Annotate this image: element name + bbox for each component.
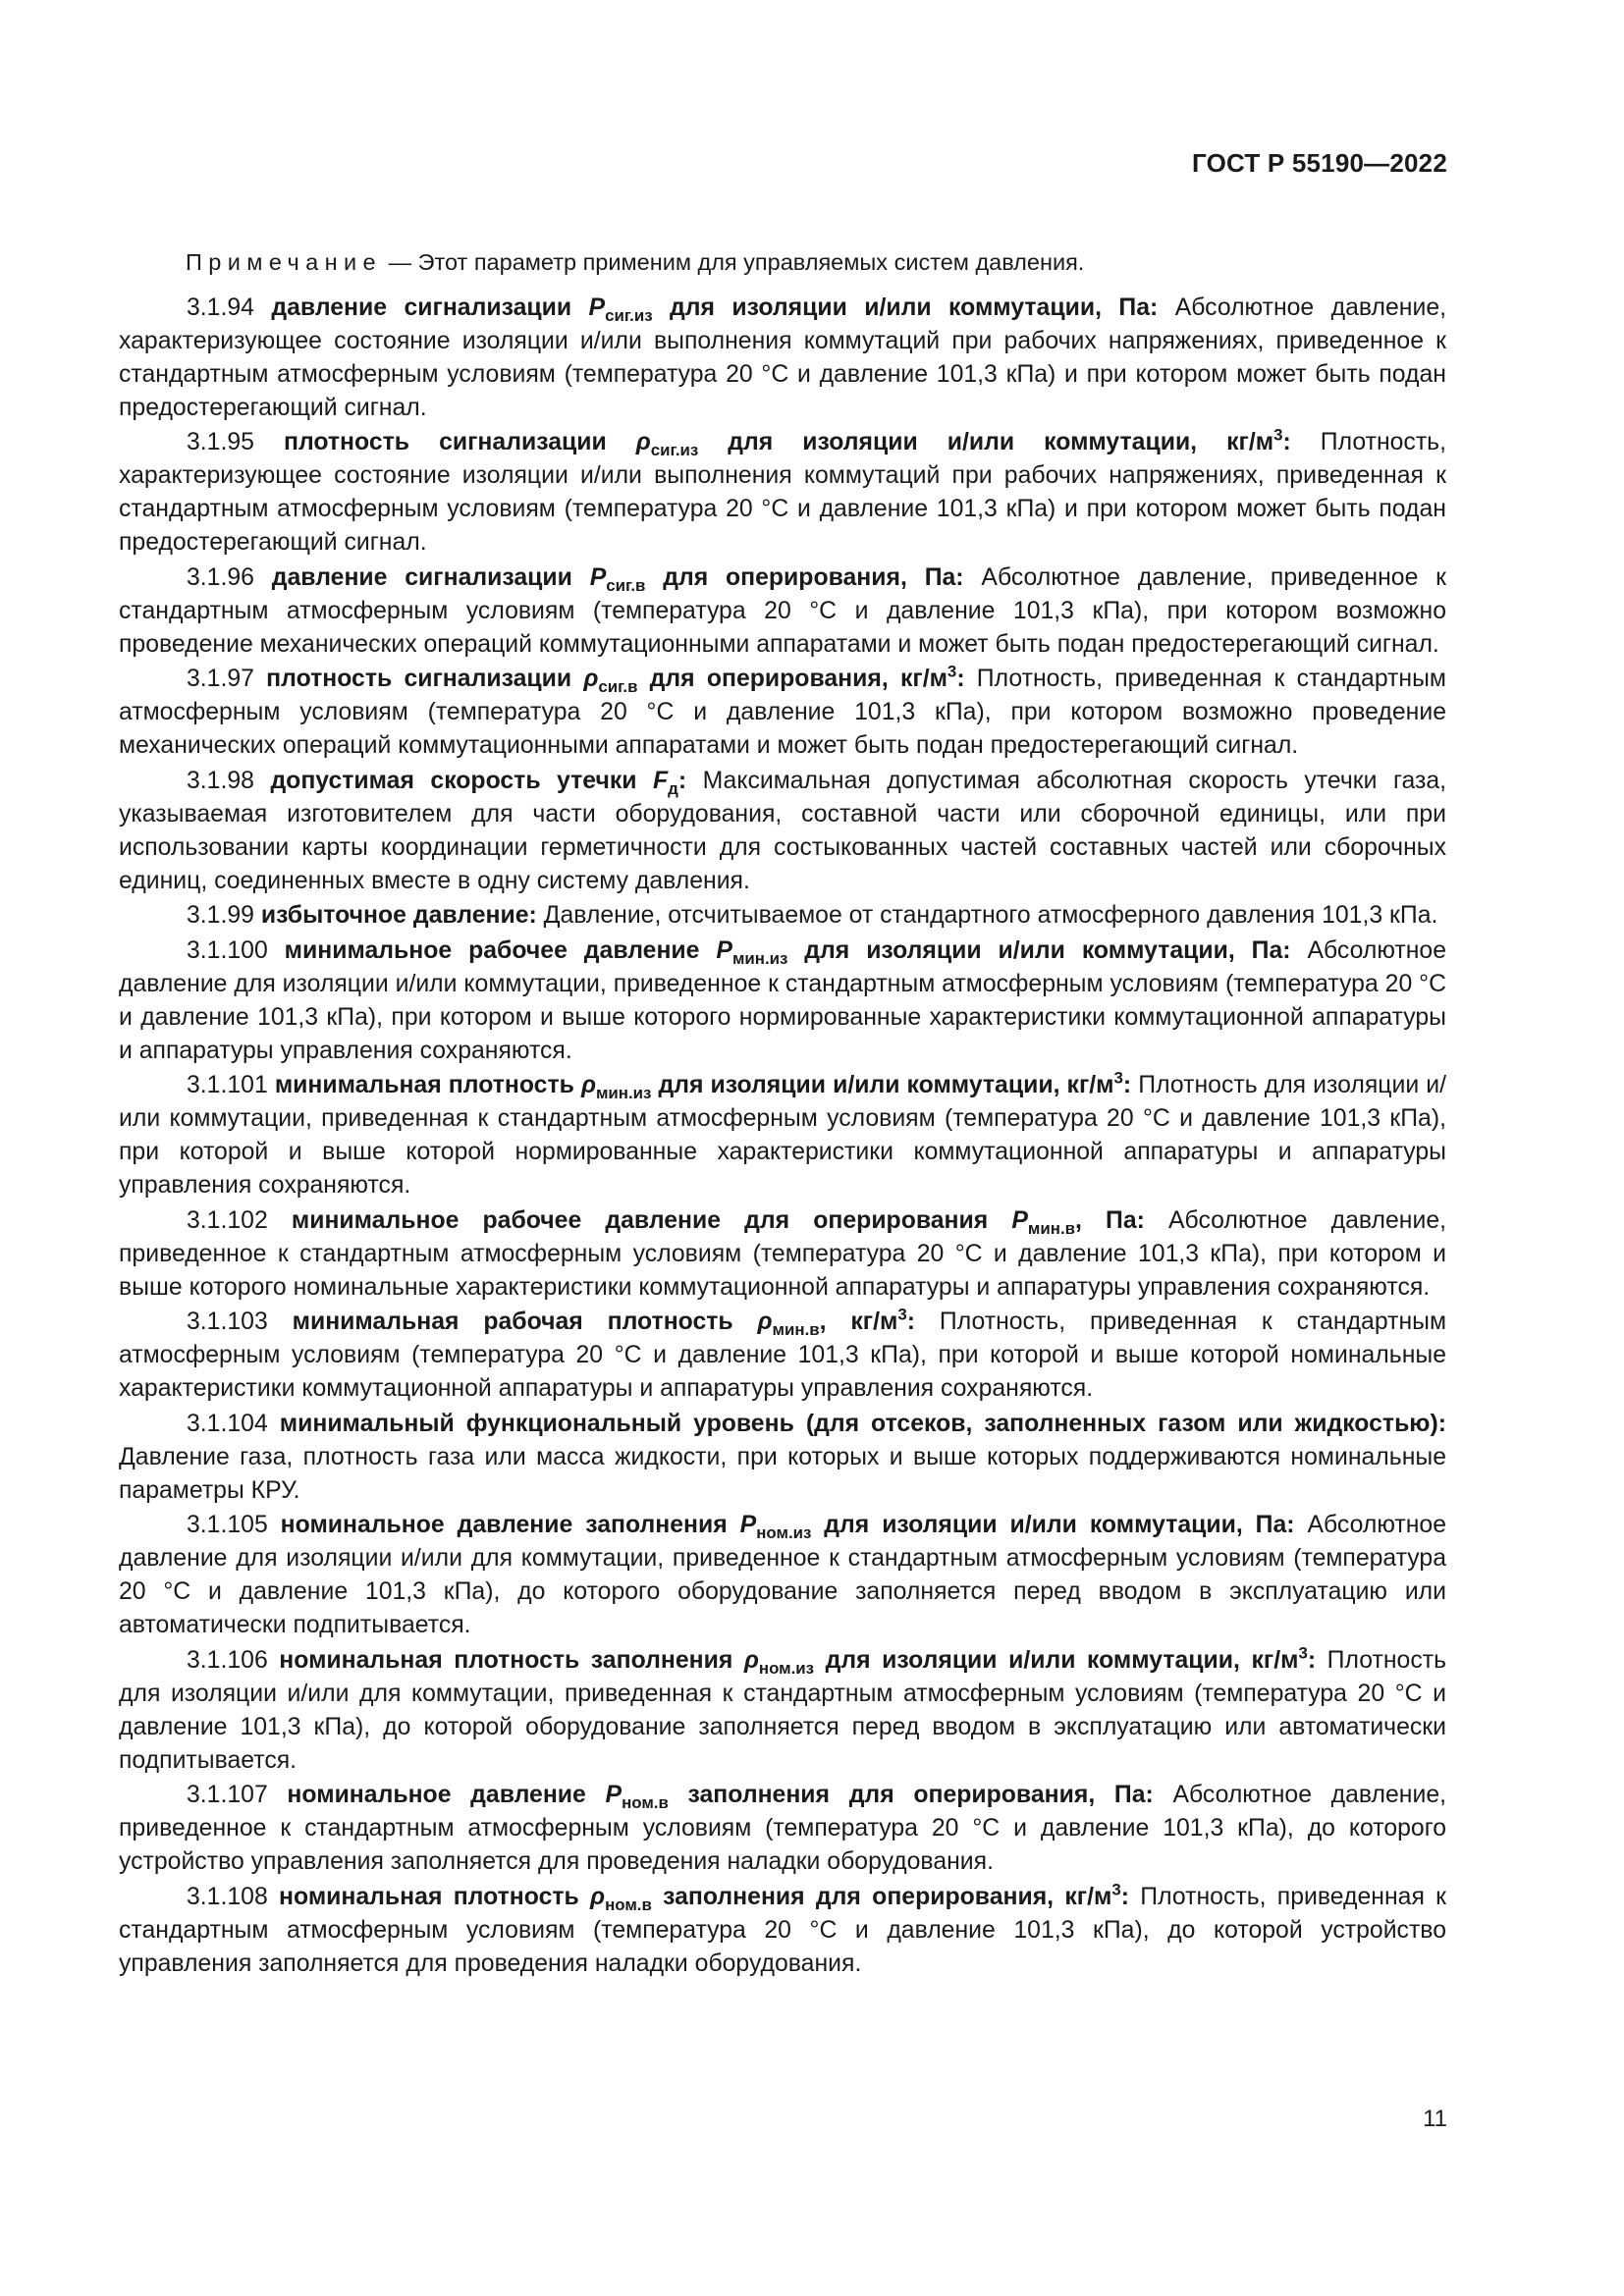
symbol-letter: ρ [590, 1883, 606, 1910]
term-title [274, 1068, 1132, 1102]
term-text: минимальное рабочее давление [284, 936, 717, 964]
term-symbol [589, 563, 646, 595]
term-symbol [1011, 1206, 1075, 1238]
term-title [279, 1880, 1129, 1914]
term-title [271, 563, 964, 595]
term-text: для изоляции и/или коммутации, кг/м [651, 1072, 1114, 1098]
term-symbol [757, 1308, 820, 1339]
term-3-1-96 [119, 561, 1446, 662]
term-title [271, 294, 1159, 325]
term-symbol [652, 767, 678, 798]
term-symbol [580, 1072, 652, 1102]
term-symbol [605, 1782, 669, 1812]
term-number: 3.1.103 [187, 1308, 268, 1335]
term-definition: Плотность, приведенная к стандартным атмосферным условиям (температура 20 °С и давление 101,3 кПа), до которой устройство управления заполняется для проведения наладки оборудования. [119, 1883, 1447, 1977]
unit-superscript: 3 [947, 662, 957, 681]
term-definition: Давление газа, плотность газа или масса жидкости, при которых и выше которых поддерживаются номинальные параметры КРУ. [119, 1443, 1446, 1504]
term-symbol [583, 666, 638, 696]
term-text: : [1120, 1883, 1129, 1910]
term-3-1-102 [119, 1204, 1446, 1305]
term-definition: Абсолютное давление для изоляции и/или для коммутации, приведенное к стандартным атмосферным условиям (температура 20 °С и давление 101,3 кПа), до которого оборудование заполняется перед вводом в эксплуатацию или автоматически подпитывается. [119, 1512, 1447, 1638]
term-definition: Абсолютное давление, приведенное к стандартным атмосферным условиям (температура 20 °С и давление 101,3 кПа), до которого устройство управления заполняется для проведения наладки оборудования. [119, 1782, 1447, 1875]
term-definition: Плотность, приведенная к стандартным атмосферным условиям (температура 20 °С и давление 101,3 кПа), при которой и выше которой номинальные характеристики коммутационной аппаратуры и аппаратуры управления сохраняются. [119, 1308, 1447, 1402]
term-definition: Плотность, приведенная к стандартным атмосферным условиям (температура 20 °С и давление 101,3 кПа), при котором возможно проведение механических операций коммутационными аппаратами и может быть подан предостерегающий сигнал. [119, 666, 1446, 759]
term-title [280, 1512, 1295, 1542]
term-text: минимальное рабочее давление для оперирования [291, 1206, 1012, 1234]
term-text: заполнения для оперирования, Па: [668, 1782, 1154, 1808]
term-text: номинальная плотность заполнения [279, 1646, 744, 1674]
term-number: 3.1.101 [187, 1072, 268, 1098]
symbol-letter: P [589, 563, 607, 591]
term-number: 3.1.106 [187, 1646, 268, 1674]
term-definition: Плотность, характеризующее состояние изоляции и/или выполнения коммутаций при рабочих напряжениях, приведенная к стандартным атмосферным условиям (температура 20 °С и давление 101,3 кПа) и при котором может быть подан предостерегающий сигнал. [119, 429, 1446, 556]
term-3-1-95 [119, 426, 1446, 560]
symbol-subscript: сиг.в [598, 676, 638, 696]
unit-superscript: 3 [1111, 1880, 1121, 1899]
term-title [284, 936, 1291, 968]
term-text: для изоляции и/или коммутации, Па: [811, 1512, 1295, 1538]
term-text: : [906, 1308, 916, 1335]
symbol-subscript: сиг.из [605, 305, 653, 325]
term-3-1-100 [119, 934, 1446, 1068]
term-number: 3.1.108 [187, 1883, 268, 1910]
symbol-subscript: ном.в [622, 1792, 669, 1812]
symbol-letter: P [588, 294, 606, 321]
note-paragraph [119, 245, 1446, 279]
term-definition: Плотность для изоляции и/или коммутации, приведенная к стандартным атмосферным условиям (температура 20 °С и давление 101,3 кПа), при которой и выше которой нормированные характеристики коммутационной аппаратуры и аппаратуры управления сохраняются. [119, 1072, 1447, 1199]
term-definition: Абсолютное давление, приведенное к стандартным атмосферным условиям (температура 20 °С и давление 101,3 кПа), при котором и выше которого номинальные характеристики коммутационной аппаратуры и аппаратуры управления сохраняются. [119, 1206, 1447, 1301]
term-title [266, 662, 965, 696]
term-3-1-105 [119, 1509, 1446, 1642]
symbol-letter: F [652, 767, 669, 794]
document-body [119, 222, 1446, 1982]
unit-superscript: 3 [1298, 1643, 1308, 1663]
symbol-letter: P [1011, 1206, 1028, 1234]
term-text: для изоляции и/или коммутации, кг/м [814, 1646, 1299, 1674]
symbol-subscript: ном.в [605, 1895, 652, 1914]
symbol-subscript: мин.в [772, 1319, 820, 1339]
term-title [270, 767, 687, 798]
term-3-1-106 [119, 1644, 1446, 1778]
term-symbol [588, 294, 653, 325]
term-title [279, 1643, 1317, 1678]
term-number: 3.1.107 [187, 1782, 268, 1808]
term-3-1-101 [119, 1069, 1446, 1202]
term-text: : [1122, 1072, 1132, 1098]
term-definition: Абсолютное давление, приведенное к стандартным атмосферным условиям (температура 20 °С и давление 101,3 кПа), при котором возможно проведение механических операций коммутационными аппаратами и может быть подан предостерегающий сигнал. [119, 563, 1447, 658]
term-title [287, 1782, 1154, 1812]
term-symbol [590, 1883, 652, 1914]
term-symbol [739, 1512, 812, 1542]
unit-superscript: 3 [897, 1305, 907, 1324]
term-number: 3.1.102 [187, 1206, 268, 1234]
term-title: избыточное давление: [260, 902, 537, 929]
term-definition: Давление, отсчитываемое от стандартного атмосферного давления 101,3 кПа. [543, 902, 1438, 929]
note-text: — Этот параметр применим для управляемых систем давления. [388, 248, 1085, 275]
term-text: давление сигнализации [271, 563, 590, 591]
term-text: номинальная плотность [279, 1883, 591, 1910]
symbol-letter: ρ [743, 1646, 759, 1674]
term-number: 3.1.98 [187, 767, 254, 794]
term-definition: Плотность для изоляции и/или для коммутации, приведенная к стандартным атмосферным условиям (температура 20 °С и давление 101,3 кПа), до которой оборудование заполняется перед вводом в эксплуатацию или автоматически подпитывается. [119, 1646, 1446, 1774]
term-text: плотность сигнализации [266, 666, 584, 692]
term-number: 3.1.94 [187, 294, 254, 321]
term-text: для оперирования, Па: [645, 563, 964, 591]
term-text: , Па: [1075, 1206, 1145, 1234]
term-text: заполнения для оперирования, кг/м [651, 1883, 1112, 1910]
term-number: 3.1.96 [187, 563, 254, 591]
term-title [291, 1206, 1145, 1238]
term-title [292, 1305, 916, 1339]
symbol-subscript: д [668, 778, 678, 798]
term-symbol [635, 429, 699, 459]
note-label: Примечание [186, 248, 383, 275]
term-3-1-99 [119, 899, 1446, 933]
term-title [283, 425, 1291, 459]
term-3-1-97 [119, 663, 1446, 763]
term-text: , кг/м [819, 1308, 898, 1335]
term-text: : [1282, 429, 1291, 455]
term-number: 3.1.97 [187, 666, 254, 692]
term-definition: Абсолютное давление для изоляции и/или коммутации, приведенное к стандартным атмосферным условиям (температура 20 °С и давление 101,3 кПа), при котором и выше которого нормированные характеристики коммутационной аппаратуры и аппаратуры управления сохраняются. [119, 936, 1447, 1064]
term-3-1-103 [119, 1306, 1446, 1406]
term-3-1-108 [119, 1881, 1446, 1981]
term-text: номинальное давление [287, 1782, 606, 1808]
symbol-letter: P [716, 936, 732, 964]
symbol-letter: ρ [635, 429, 651, 455]
term-3-1-94 [119, 292, 1446, 425]
term-text: для изоляции и/или коммутации, Па: [652, 294, 1159, 321]
term-text: минимальная рабочая плотность [292, 1308, 758, 1335]
symbol-letter: P [739, 1512, 757, 1538]
term-number: 3.1.100 [187, 936, 268, 964]
term-text: : [956, 666, 965, 692]
term-symbol [716, 936, 788, 968]
term-symbol [743, 1646, 815, 1678]
term-3-1-107 [119, 1779, 1446, 1879]
symbol-subscript: мин.из [731, 948, 788, 968]
term-3-1-104 [119, 1408, 1446, 1508]
term-definition: Абсолютное давление, характеризующее состояние изоляции и/или выполнения коммутаций при рабочих напряжениях, приведенное к стандартным атмосферным условиям (температура 20 °С и давление 101,3 кПа) и при котором может быть подан предостерегающий сигнал. [119, 294, 1446, 421]
term-number: 3.1.104 [187, 1410, 268, 1437]
term-number: 3.1.105 [187, 1512, 268, 1538]
symbol-letter: P [605, 1782, 623, 1808]
term-text: для оперирования, кг/м [637, 666, 947, 692]
term-number: 3.1.99 [187, 902, 254, 929]
term-text: для изоляции и/или коммутации, кг/м [698, 429, 1274, 455]
term-text: допустимая скорость утечки [270, 767, 653, 794]
symbol-subscript: ном.из [758, 1658, 815, 1678]
symbol-subscript: сиг.из [650, 440, 699, 459]
term-text: номинальное давление заполнения [280, 1512, 740, 1538]
unit-superscript: 3 [1113, 1068, 1123, 1088]
term-text: минимальная плотность [274, 1072, 581, 1098]
term-title: минимальный функциональный уровень (для отсеков, заполненных газом или жидкостью): [279, 1410, 1447, 1437]
term-number: 3.1.95 [187, 429, 254, 455]
symbol-letter: ρ [583, 666, 599, 692]
symbol-subscript: ном.из [756, 1522, 812, 1542]
page-number: 11 [1423, 2106, 1447, 2132]
term-text: : [677, 767, 687, 794]
term-definition: Максимальная допустимая абсолютная скорость утечки газа, указываемая изготовителем для части оборудования, составной части или сборочной единицы, или при использовании карты координации герметичности для состыкованных частей составных частей или сборочных единиц, соединенных вместе в одну систему давления. [119, 767, 1447, 894]
symbol-letter: ρ [580, 1072, 596, 1098]
term-text: плотность сигнализации [283, 429, 636, 455]
symbol-subscript: мин.из [595, 1083, 652, 1102]
term-3-1-98 [119, 765, 1446, 898]
term-text: : [1307, 1646, 1317, 1674]
symbol-subscript: сиг.в [606, 575, 646, 595]
unit-superscript: 3 [1273, 425, 1283, 445]
term-text: для изоляции и/или коммутации, Па: [787, 936, 1291, 964]
symbol-subscript: мин.в [1027, 1218, 1075, 1238]
term-text: давление сигнализации [271, 294, 589, 321]
symbol-letter: ρ [757, 1308, 773, 1335]
document-header: ГОСТ Р 55190—2022 [1192, 148, 1447, 178]
